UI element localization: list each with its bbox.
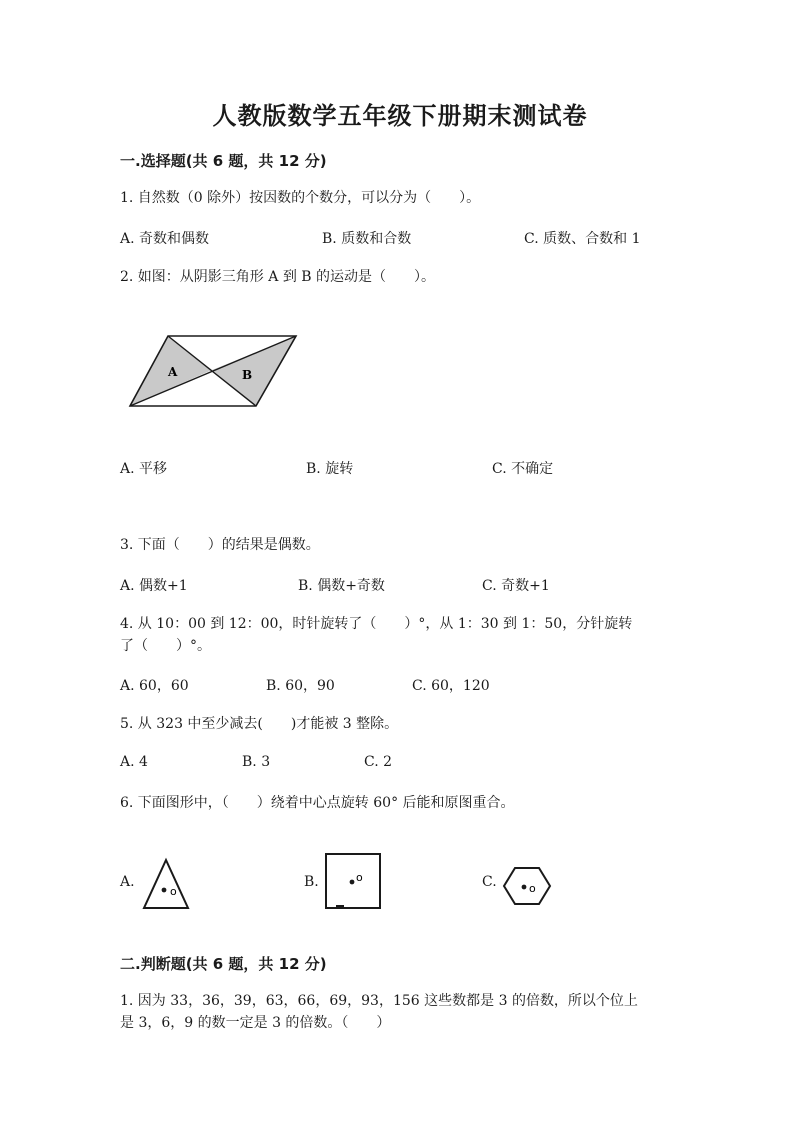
q6-option-a: A. — [120, 874, 135, 890]
page-title: 人教版数学五年级下册期末测试卷 — [212, 102, 588, 130]
q2-option-a: A. 平移 — [120, 461, 168, 477]
label-b: B — [242, 368, 253, 382]
question-6: 6. 下面图形中，（ ）绕着中心点旋转 60° 后能和原图重合。 — [120, 795, 515, 811]
q4-option-b: B. 60，90 — [266, 678, 335, 694]
parallelogram-figure — [128, 334, 300, 408]
section-heading-choice: 一.选择题(共 6 题，共 12 分) — [120, 152, 327, 170]
triangle-b-shape — [212, 336, 296, 406]
triangle-outline — [144, 860, 188, 908]
hexagon-outline — [504, 868, 550, 904]
q1-option-b: B. 质数和合数 — [322, 231, 412, 247]
q5-option-b: B. 3 — [242, 754, 271, 770]
hexagon-center-dot — [522, 885, 527, 890]
question-4-line-1: 4. 从 10：00 到 12：00，时针旋转了（ ）°，从 1：30 到 1：50，分针旋转 — [120, 616, 633, 632]
q4-option-a: A. 60，60 — [120, 678, 189, 694]
square-center-dot — [350, 880, 355, 885]
square-figure — [324, 852, 382, 910]
square-o-mark: o — [356, 871, 363, 884]
q3-option-b: B. 偶数+奇数 — [298, 578, 385, 594]
q1-option-a: A. 奇数和偶数 — [120, 231, 210, 247]
q5-option-a: A. 4 — [120, 754, 148, 770]
label-a: A — [168, 365, 178, 379]
q2-option-b: B. 旋转 — [306, 461, 354, 477]
triangle-o-mark: o — [170, 885, 177, 898]
q6-option-b: B. — [304, 874, 319, 890]
q5-option-c: C. 2 — [364, 754, 393, 770]
triangle-center-dot — [162, 888, 167, 893]
q3-option-a: A. 偶数+1 — [120, 578, 188, 594]
question-1: 1. 自然数（0 除外）按因数的个数分，可以分为（ ）。 — [120, 190, 481, 206]
section-heading-judgement: 二.判断题(共 6 题，共 12 分) — [120, 955, 327, 973]
triangle-figure — [142, 858, 190, 910]
judgement-question-1-line-2: 是 3，6，9 的数一定是 3 的倍数。（ ） — [120, 1015, 391, 1031]
question-5: 5. 从 323 中至少减去( )才能被 3 整除。 — [120, 716, 399, 732]
question-4-line-2: 了（ ）°。 — [120, 638, 211, 654]
hexagon-figure — [502, 866, 552, 906]
q6-option-c: C. — [482, 874, 497, 890]
hexagon-o-mark: o — [529, 882, 536, 895]
question-2: 2. 如图：从阴影三角形 A 到 B 的运动是（ ）。 — [120, 269, 436, 285]
question-3: 3. 下面（ ）的结果是偶数。 — [120, 537, 320, 553]
q2-option-c: C. 不确定 — [492, 461, 554, 477]
q4-option-c: C. 60，120 — [412, 678, 490, 694]
q3-option-c: C. 奇数+1 — [482, 578, 550, 594]
q1-option-c: C. 质数、合数和 1 — [524, 231, 641, 247]
judgement-question-1-line-1: 1. 因为 33，36，39，63，66，69，93，156 这些数都是 3 的倍数，所以个位上 — [120, 993, 638, 1009]
